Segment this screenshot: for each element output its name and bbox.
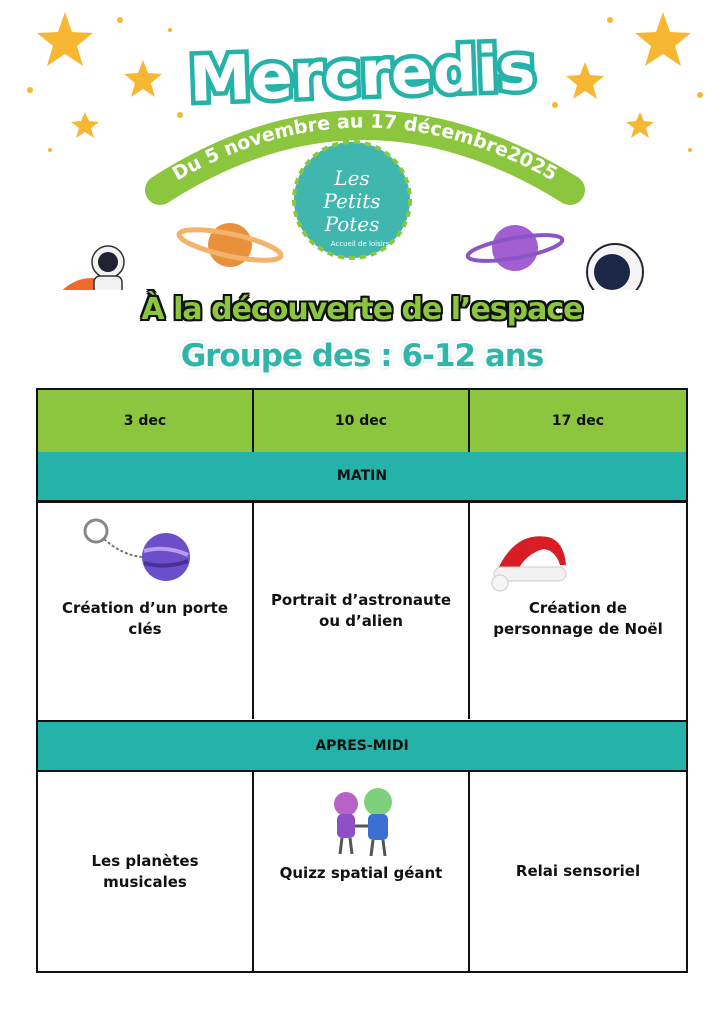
star-icon (124, 60, 162, 97)
svg-text:Potes: Potes (324, 212, 380, 236)
star-icon (635, 12, 691, 66)
schedule-table (36, 388, 688, 973)
activity-cell (254, 503, 470, 719)
afternoon-band (38, 720, 686, 774)
activity-label: Création de personnage de Noël (493, 599, 663, 638)
morning-label: MATIN (38, 452, 686, 502)
logo (294, 142, 410, 258)
star-icon (37, 12, 93, 66)
santa-hat-icon (486, 525, 572, 595)
activity-label: Création d’un porte clés (61, 599, 229, 638)
star-icon (566, 62, 604, 99)
activity-label: Portrait d’astronaute ou d’alien (270, 591, 452, 630)
activity-label: Quizz spatial géant (279, 864, 443, 882)
activity-cell (38, 503, 254, 719)
theme-heading: À la découverte de l’espace (141, 292, 583, 327)
age-group-heading: Groupe des : 6-12 ans (180, 338, 544, 374)
purple-planet-icon (466, 225, 564, 271)
astronaut-rocket-icon (581, 244, 718, 290)
star-icon (71, 112, 99, 138)
table-header-row (38, 390, 686, 454)
aliens-icon (318, 782, 408, 860)
activity-cell (254, 772, 470, 971)
star-icon (626, 112, 654, 138)
svg-text:Accueil de loisirs: Accueil de loisirs (330, 240, 390, 248)
svg-text:Petits: Petits (323, 189, 381, 213)
activity-cell (470, 772, 686, 971)
morning-band (38, 452, 686, 504)
day-header: 17 dec (470, 390, 686, 452)
date-range: Du 5 novembre au 17 décembre2025 (168, 110, 562, 186)
activity-cell (38, 772, 254, 971)
main-title: Mercredis (187, 30, 537, 117)
day-header: 10 dec (254, 390, 470, 452)
ringed-planet-icon (177, 223, 283, 267)
svg-text:Les: Les (334, 166, 370, 190)
afternoon-row (38, 772, 686, 971)
activity-cell (470, 503, 686, 719)
header-illustration (0, 0, 724, 290)
activity-label: Les planètes musicales (91, 851, 199, 891)
activity-label: Relai sensoriel (515, 862, 641, 880)
astronaut-planet-icon (21, 246, 162, 290)
day-header: 3 dec (38, 390, 254, 452)
afternoon-label: APRES-MIDI (38, 722, 686, 772)
keychain-planet-icon (82, 517, 194, 583)
morning-row (38, 503, 686, 719)
